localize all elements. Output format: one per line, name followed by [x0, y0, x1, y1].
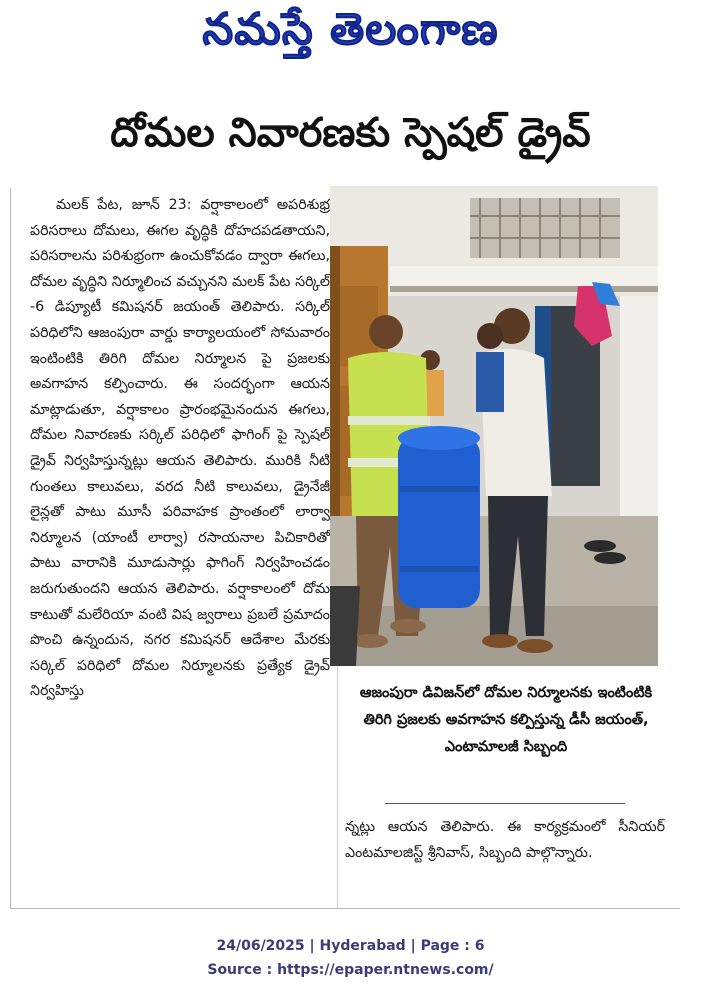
article-continuation-column — [345, 815, 665, 866]
edition-info: 24/06/2025 | Hyderabad | Page : 6 — [216, 938, 485, 954]
newspaper-masthead: నమస్తే తెలంగాణ — [202, 4, 499, 55]
article-headline: దోమల నివారణకు స్పెషల్ డ్రైవ్ — [110, 110, 591, 156]
article-body-text: మలక్ పేట, జూన్ 23: వర్షాకాలంలో అపరిశుభ్ర పరిసరాలు దోమలు, ఈగల వృద్ధికి దోహదపడతాయని, పరిసరాలను పరిశుభ్రంగా ఉంచుకోవడం ద్వారా ఈగలు, దోమల వృద్ధిని నిర్మూలించ వచ్చునని మలక్ పేట సర్కిల్ -6 డిప్యూటీ కమిషనర్ జయంత్ తెలిపారు. సర్కిల్ పరిధిలోని ఆజంపురా వార్డు కార్యాలయంలో సోమవారం ఇంటింటికి తిరిగి దోమల నిర్మూలన పై ప్రజలకు అవగాహన కల్పించారు. ఈ సందర్భంగా ఆయన మాట్లాడుతూ, వర్షాకాలం ప్రారంభమైనందున ఈగలు, దోమల నివారణకు సర్కిల్ పరిధిలో ఫాగింగ్ పై స్పెషల్ డ్రైవ్ నిర్వహిస్తున్నట్లు ఆయన తెలిపారు. మురికి నీటి గుంతలు కాలువలు, వరద నీటి కాలువలు, డ్రైనేజీ లైన్లతో పాటు మూసీ పరివాహక ప్రాంతంలో లార్వా నిర్మూలన (యాంటీ లార్వా) రసాయనాల పిచికారితో పాటు వారానికి మూడుసార్లు ఫాగింగ్ నిర్వహించడం జరుగుతుందని ఆయన తెలిపారు. వర్షాకాలంలో దోమ కాటుతో మలేరియా వంటి విష జ్వరాలు ప్రబలే ప్రమాదం పొంచి ఉన్నందున, నగర కమిషనర్ ఆదేశాల మేరకు సర్కిల్ పరిధిలో దోమల నిర్మూలనకు ప్రత్యేక డ్రైవ్ నిర్వహిస్తు — [30, 197, 330, 700]
photo-caption: ఆజంపురా డివిజన్‌లో దోమల నిర్మూలనకు ఇంటింటికి తిరిగి ప్రజలకు అవగాహన కల్పిస్తున్న డీసీ జయంత్, ఎంటామాలజీ సిబ్బంది — [359, 685, 653, 755]
article-body-column — [30, 193, 330, 705]
article-continuation-text: న్నట్లు ఆయన తెలిపారు. ఈ కార్యక్రమంలో సీనియర్ ఎంటమాలజిస్ట్ శ్రీనివాస్, సిబ్బంది పాల్గొన్నారు. — [345, 819, 665, 861]
page-footer — [0, 934, 701, 982]
source-url: Source : https://epaper.ntnews.com/ — [207, 962, 494, 978]
bottom-border-rule — [10, 908, 680, 909]
caption-divider — [385, 803, 625, 804]
left-border-rule — [10, 188, 11, 908]
news-photo — [330, 186, 658, 666]
